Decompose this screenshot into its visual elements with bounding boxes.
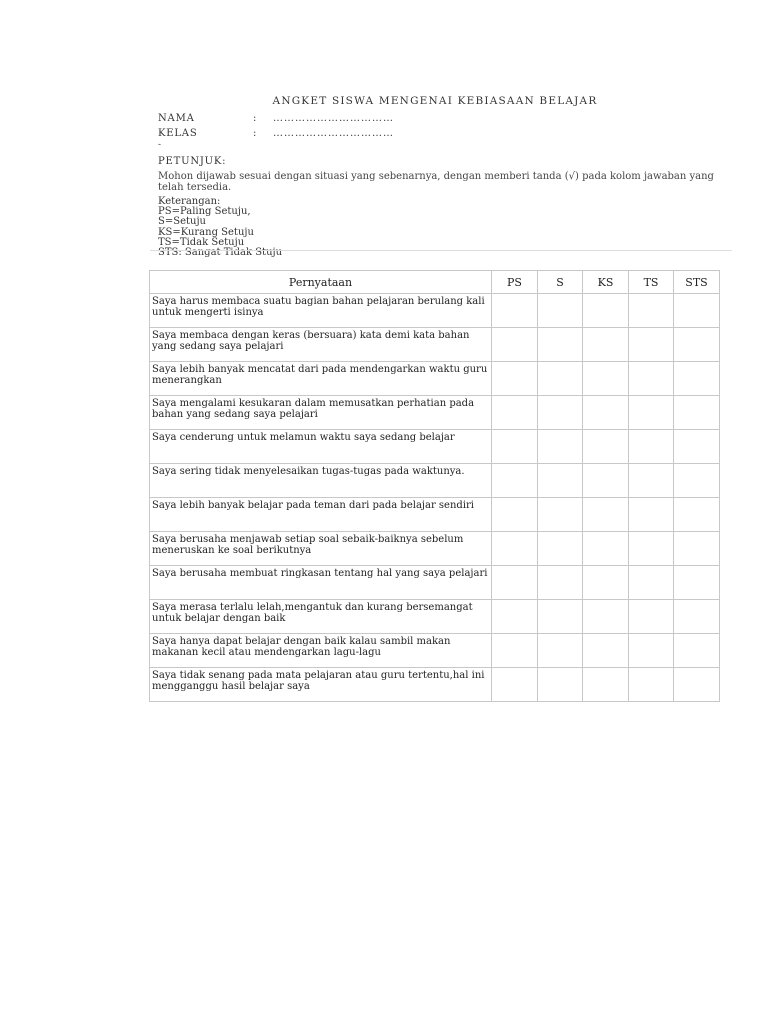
legend-item-ts: TS=Tidak Setuju bbox=[158, 236, 245, 248]
header-ks: KS bbox=[583, 271, 629, 294]
answer-cell-ps[interactable] bbox=[492, 668, 538, 702]
answer-cell-s[interactable] bbox=[538, 566, 583, 600]
answer-cell-sts[interactable] bbox=[674, 464, 720, 498]
answer-cell-ks[interactable] bbox=[583, 566, 629, 600]
statement-cell: Saya membaca dengan keras (bersuara) kata demi kata bahan yang sedang saya pelajari bbox=[150, 328, 492, 362]
answer-cell-s[interactable] bbox=[538, 634, 583, 668]
answer-cell-ks[interactable] bbox=[583, 430, 629, 464]
header-pernyataan: Pernyataan bbox=[150, 271, 492, 294]
name-field-row bbox=[158, 113, 394, 124]
answer-cell-s[interactable] bbox=[538, 668, 583, 702]
statement-cell: Saya merasa terlalu lelah,mengantuk dan kurang bersemangat untuk belajar dengan baik bbox=[150, 600, 492, 634]
answer-cell-s[interactable] bbox=[538, 532, 583, 566]
answer-cell-ks[interactable] bbox=[583, 464, 629, 498]
answer-cell-sts[interactable] bbox=[674, 294, 720, 328]
answer-cell-sts[interactable] bbox=[674, 532, 720, 566]
answer-cell-ts[interactable] bbox=[629, 396, 674, 430]
header-sts: STS bbox=[674, 271, 720, 294]
answer-cell-ps[interactable] bbox=[492, 532, 538, 566]
class-blank: …………………………… bbox=[273, 128, 394, 139]
answer-cell-s[interactable] bbox=[538, 464, 583, 498]
statement-cell: Saya hanya dapat belajar dengan baik kalau sambil makan makanan kecil atau mendengarkan lagu-lagu bbox=[150, 634, 492, 668]
instructions-text: Mohon dijawab sesuai dengan situasi yang sebenarnya, dengan memberi tanda (√) pada kolom jawaban yang telah tersedia. bbox=[158, 171, 714, 193]
answer-cell-ts[interactable] bbox=[629, 294, 674, 328]
header-ps: PS bbox=[492, 271, 538, 294]
legend-heading: Keterangan: bbox=[158, 196, 221, 207]
answer-cell-s[interactable] bbox=[538, 600, 583, 634]
table-row bbox=[150, 464, 720, 498]
table-row bbox=[150, 600, 720, 634]
answer-cell-s[interactable] bbox=[538, 430, 583, 464]
instructions-label: PETUNJUK: bbox=[158, 156, 227, 167]
answer-cell-ts[interactable] bbox=[629, 532, 674, 566]
table-row bbox=[150, 498, 720, 532]
legend-item-ps: PS=Paling Setuju, bbox=[158, 206, 251, 218]
answer-cell-s[interactable] bbox=[538, 396, 583, 430]
answer-cell-ps[interactable] bbox=[492, 328, 538, 362]
statement-cell: Saya berusaha menjawab setiap soal sebaik-baiknya sebelum meneruskan ke soal berikutnya bbox=[150, 532, 492, 566]
answer-cell-ps[interactable] bbox=[492, 430, 538, 464]
statement-cell: Saya harus membaca suatu bagian bahan pelajaran berulang kali untuk mengerti isinya bbox=[150, 294, 492, 328]
answer-cell-ts[interactable] bbox=[629, 566, 674, 600]
answer-cell-ks[interactable] bbox=[583, 532, 629, 566]
header-ts: TS bbox=[629, 271, 674, 294]
answer-cell-s[interactable] bbox=[538, 294, 583, 328]
page-title: ANGKET SISWA MENGENAI KEBIASAAN BELAJAR bbox=[272, 95, 598, 107]
table-row bbox=[150, 566, 720, 600]
statement-cell: Saya lebih banyak mencatat dari pada mendengarkan waktu guru menerangkan bbox=[150, 362, 492, 396]
statement-cell: Saya lebih banyak belajar pada teman dari pada belajar sendiri bbox=[150, 498, 492, 532]
answer-cell-ps[interactable] bbox=[492, 362, 538, 396]
answer-cell-ks[interactable] bbox=[583, 498, 629, 532]
answer-cell-s[interactable] bbox=[538, 328, 583, 362]
table-row bbox=[150, 532, 720, 566]
legend-item-s: S=Setuju bbox=[158, 216, 206, 228]
answer-cell-sts[interactable] bbox=[674, 668, 720, 702]
table-row bbox=[150, 362, 720, 396]
answer-cell-ps[interactable] bbox=[492, 600, 538, 634]
name-colon: : bbox=[253, 113, 257, 124]
answer-cell-sts[interactable] bbox=[674, 600, 720, 634]
table-row bbox=[150, 430, 720, 464]
answer-cell-ks[interactable] bbox=[583, 600, 629, 634]
answer-cell-ks[interactable] bbox=[583, 362, 629, 396]
answer-cell-ps[interactable] bbox=[492, 396, 538, 430]
answer-cell-ts[interactable] bbox=[629, 362, 674, 396]
answer-cell-sts[interactable] bbox=[674, 430, 720, 464]
answer-cell-s[interactable] bbox=[538, 362, 583, 396]
answer-cell-ts[interactable] bbox=[629, 328, 674, 362]
answer-cell-ps[interactable] bbox=[492, 464, 538, 498]
answer-cell-ts[interactable] bbox=[629, 668, 674, 702]
answer-cell-ps[interactable] bbox=[492, 566, 538, 600]
answer-cell-ts[interactable] bbox=[629, 430, 674, 464]
statement-cell: Saya tidak senang pada mata pelajaran atau guru tertentu,hal ini mengganggu hasil belajar saya bbox=[150, 668, 492, 702]
answer-cell-sts[interactable] bbox=[674, 498, 720, 532]
answer-cell-ks[interactable] bbox=[583, 328, 629, 362]
table-row bbox=[150, 668, 720, 702]
class-label: KELAS bbox=[158, 128, 198, 139]
answer-cell-ks[interactable] bbox=[583, 668, 629, 702]
questionnaire-table bbox=[149, 270, 720, 702]
answer-cell-ts[interactable] bbox=[629, 634, 674, 668]
statement-cell: Saya berusaha membuat ringkasan tentang hal yang saya pelajari bbox=[150, 566, 492, 600]
name-label: NAMA bbox=[158, 113, 195, 124]
answer-cell-sts[interactable] bbox=[674, 634, 720, 668]
table-row bbox=[150, 328, 720, 362]
answer-cell-ts[interactable] bbox=[629, 498, 674, 532]
statement-cell: Saya cenderung untuk melamun waktu saya sedang belajar bbox=[150, 430, 492, 464]
class-colon: : bbox=[253, 128, 257, 139]
answer-cell-ks[interactable] bbox=[583, 294, 629, 328]
answer-cell-s[interactable] bbox=[538, 498, 583, 532]
answer-cell-sts[interactable] bbox=[674, 396, 720, 430]
divider bbox=[150, 250, 732, 251]
class-field-row bbox=[158, 128, 394, 139]
answer-cell-ps[interactable] bbox=[492, 634, 538, 668]
answer-cell-ps[interactable] bbox=[492, 498, 538, 532]
answer-cell-ks[interactable] bbox=[583, 634, 629, 668]
separator-dash: - bbox=[158, 140, 162, 150]
answer-cell-sts[interactable] bbox=[674, 566, 720, 600]
answer-cell-ts[interactable] bbox=[629, 464, 674, 498]
table-row bbox=[150, 396, 720, 430]
legend-item-sts: STS: Sangat Tidak Stuju bbox=[158, 247, 283, 259]
statement-cell: Saya mengalami kesukaran dalam memusatkan perhatian pada bahan yang sedang saya pelajari bbox=[150, 396, 492, 430]
table-row bbox=[150, 294, 720, 328]
answer-cell-ps[interactable] bbox=[492, 294, 538, 328]
statement-cell: Saya sering tidak menyelesaikan tugas-tugas pada waktunya. bbox=[150, 464, 492, 498]
answer-cell-sts[interactable] bbox=[674, 362, 720, 396]
answer-cell-ts[interactable] bbox=[629, 600, 674, 634]
header-s: S bbox=[538, 271, 583, 294]
name-blank: …………………………… bbox=[273, 113, 394, 124]
answer-cell-ks[interactable] bbox=[583, 396, 629, 430]
answer-cell-sts[interactable] bbox=[674, 328, 720, 362]
table-header-row bbox=[150, 271, 720, 294]
table-row bbox=[150, 634, 720, 668]
legend-item-ks: KS=Kurang Setuju bbox=[158, 226, 254, 238]
